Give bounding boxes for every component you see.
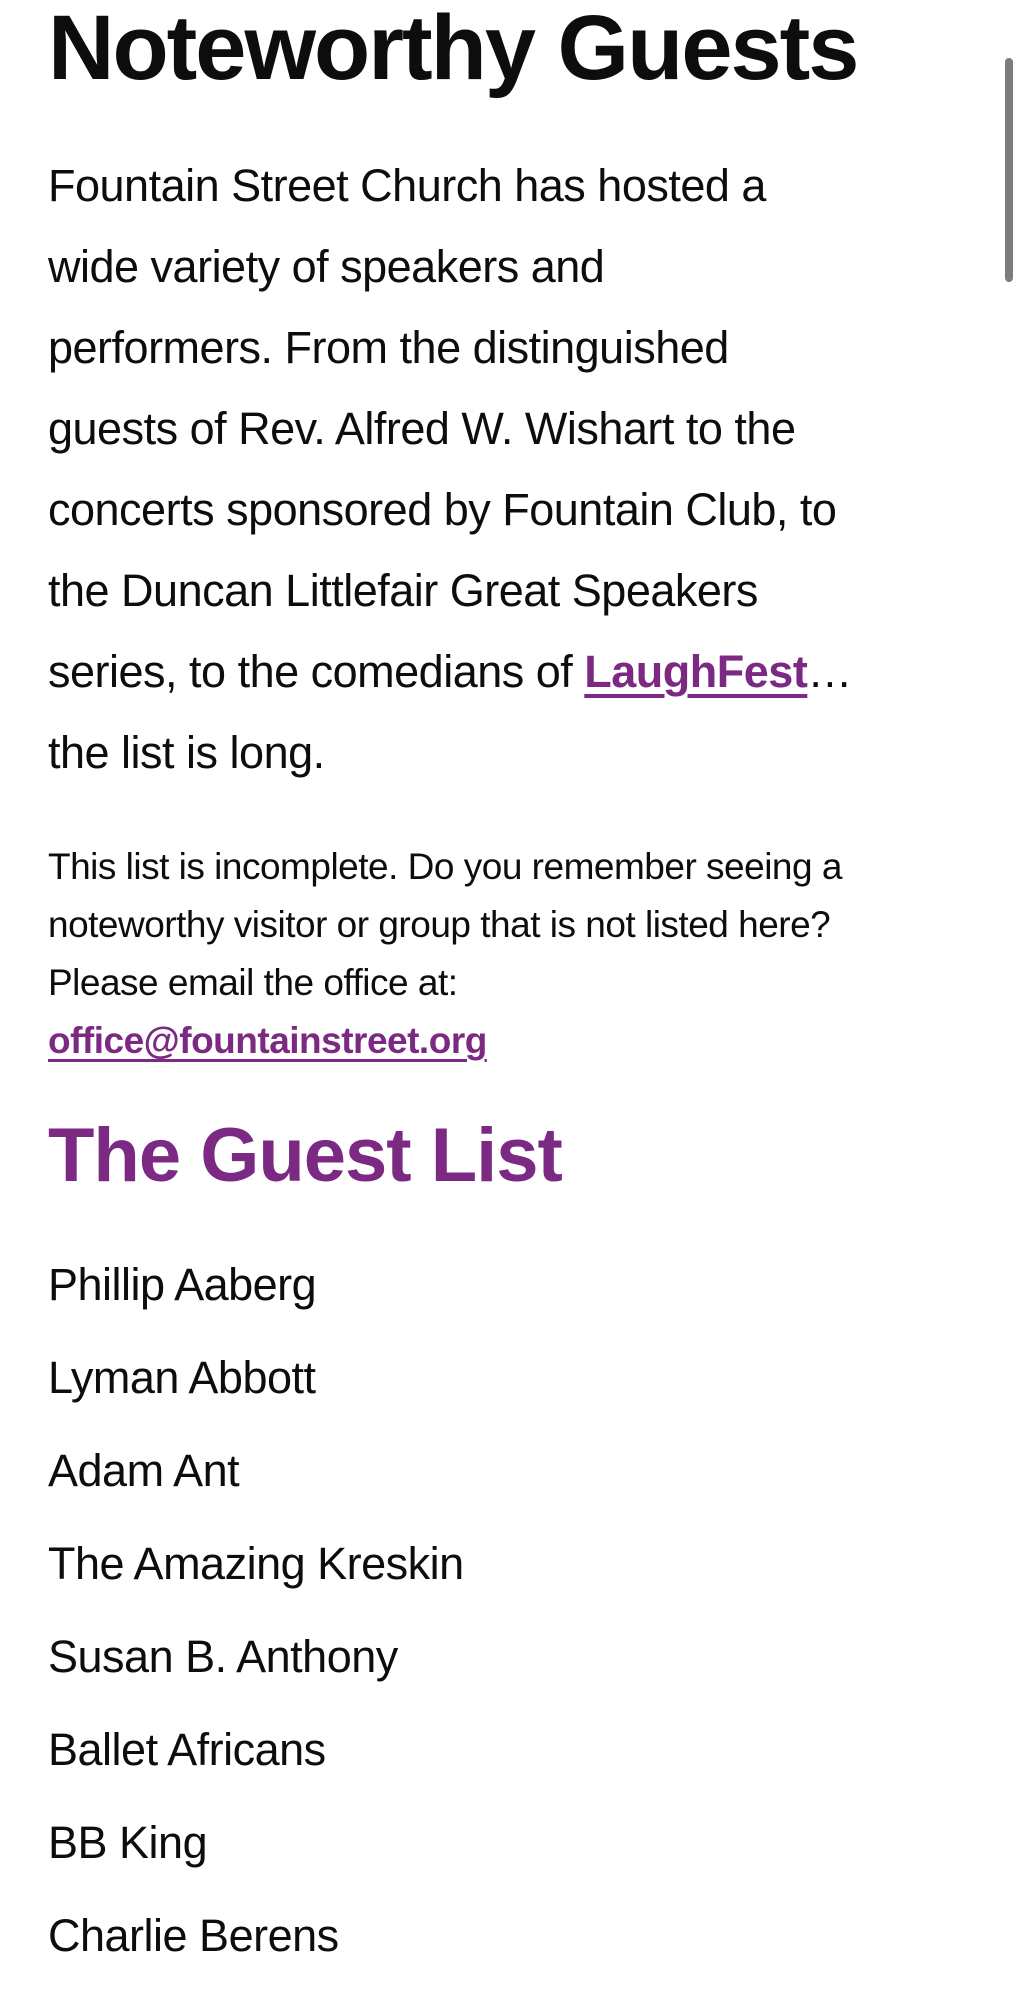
guest-name: Lyman Abbott bbox=[48, 1352, 316, 1403]
intro-line: the Duncan Littlefair Great Speakers bbox=[48, 565, 758, 616]
intro-line: performers. From the distinguished bbox=[48, 322, 729, 373]
notice-paragraph bbox=[48, 838, 985, 1070]
notice-line: noteworthy visitor or group that is not listed here? bbox=[48, 904, 831, 945]
email-link[interactable]: office@fountainstreet.org bbox=[48, 1020, 487, 1061]
guest-name: Adam Ant bbox=[48, 1445, 240, 1496]
intro-line: Fountain Street Church has hosted a bbox=[48, 160, 766, 211]
notice-line: Please email the office at: bbox=[48, 962, 458, 1003]
guest-list bbox=[48, 1244, 985, 1976]
guest-name: Susan B. Anthony bbox=[48, 1631, 398, 1682]
laughfest-link[interactable]: LaughFest bbox=[584, 646, 808, 697]
email-line bbox=[48, 1012, 985, 1070]
intro-link-prefix: series, to the comedians of bbox=[48, 646, 585, 697]
page-title: Noteworthy Guests bbox=[48, 0, 858, 99]
guest-name: Phillip Aaberg bbox=[48, 1259, 317, 1310]
guest-name: Charlie Berens bbox=[48, 1910, 339, 1961]
intro-link-suffix: … bbox=[807, 646, 852, 697]
intro-paragraph bbox=[48, 145, 985, 793]
guest-name: The Amazing Kreskin bbox=[48, 1538, 464, 1589]
guest-name: Ballet Africans bbox=[48, 1724, 326, 1775]
scrollbar-thumb[interactable] bbox=[1005, 58, 1013, 282]
notice-lines bbox=[48, 838, 985, 1012]
intro-line: wide variety of speakers and bbox=[48, 241, 605, 292]
intro-line-with-link bbox=[48, 631, 985, 712]
guest-name: BB King bbox=[48, 1817, 208, 1868]
intro-line: concerts sponsored by Fountain Club, to bbox=[48, 484, 837, 535]
intro-lines bbox=[48, 145, 985, 631]
guest-list-heading: The Guest List bbox=[48, 1113, 562, 1198]
intro-line: guests of Rev. Alfred W. Wishart to the bbox=[48, 403, 796, 454]
notice-line: This list is incomplete. Do you remember seeing a bbox=[48, 846, 842, 887]
intro-last-line: the list is long. bbox=[48, 727, 325, 778]
